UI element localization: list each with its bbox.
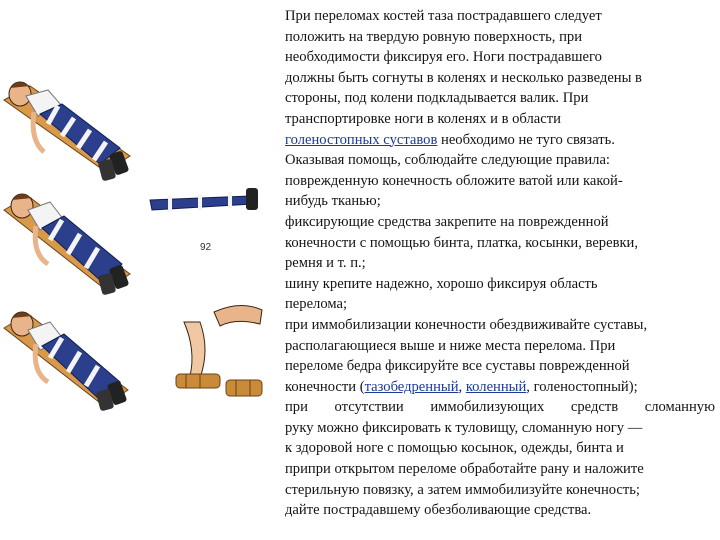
text-line: при иммобилизации конечности обездвиживайте суставы,: [285, 316, 648, 333]
text-line: При переломах костей таза пострадавшего следует: [285, 8, 602, 24]
text-line: к здоровой ноге с помощью косынок, одежды, бинта и: [285, 440, 624, 457]
text-line: должны быть согнуты в коленях и несколько разведены в: [285, 69, 642, 86]
text-line: [285, 130, 715, 151]
text-line: положить на твердую ровную поверхность, при: [285, 28, 582, 45]
hand-bandaging-illustration: [176, 305, 262, 396]
patient-figure-1: [4, 82, 130, 181]
text-line: руку можно фиксировать к туловищу, сломанную ногу —: [285, 419, 643, 436]
figure-number: 92: [200, 242, 212, 253]
text-line: дайте пострадавшему обезболивающие средства.: [285, 502, 592, 519]
patient-figure-2: [4, 188, 258, 295]
instruction-text: [285, 6, 715, 521]
text-line: припри открытом переломе обработайте рану и наложите: [285, 461, 644, 478]
text-line: располагающиеся выше и ниже места перелома. При: [285, 337, 616, 354]
text-line: при отсутствии иммобилизующих средств сломанную: [285, 399, 715, 416]
text-line: фиксирующие средства закрепите на поврежденной: [285, 213, 609, 230]
text-line: перелома;: [285, 296, 348, 313]
text-line: необходимости фиксируя его. Ноги пострадавшего: [285, 49, 602, 66]
text-line-rest: необходимо не туго связать.: [437, 131, 615, 148]
text-fragment: ,: [458, 378, 466, 395]
text-line: [285, 377, 715, 398]
text-fragment: , голеностопный);: [526, 378, 638, 395]
text-line: Оказывая помощь, соблюдайте следующие правила:: [285, 152, 610, 169]
text-line: стороны, под колени подкладывается валик. При: [285, 90, 589, 107]
text-fragment: конечности (: [285, 378, 365, 395]
first-aid-illustrations: [0, 60, 280, 440]
hip-joint-link[interactable]: тазобедренный: [364, 378, 459, 395]
text-line: переломе бедра фиксируйте все суставы поврежденной: [285, 358, 630, 375]
text-line: ремня и т. п.;: [285, 255, 366, 272]
illustration-canvas: [0, 60, 280, 440]
patient-figure-3: [4, 312, 128, 411]
text-line: стерильную повязку, а затем иммобилизуйте конечность;: [285, 481, 640, 498]
text-line: конечности с помощью бинта, платка, косынки, веревки,: [285, 234, 639, 251]
text-line: транспортировке ноги в коленях и в области: [285, 110, 561, 127]
text-line: нибудь тканью;: [285, 193, 381, 210]
ankle-joints-link[interactable]: голеностопных суставов: [285, 131, 438, 148]
text-line: шину крепите надежно, хорошо фиксируя область: [285, 275, 598, 292]
text-line: поврежденную конечность обложите ватой или какой-: [285, 172, 623, 189]
knee-joint-link[interactable]: коленный: [465, 378, 527, 395]
